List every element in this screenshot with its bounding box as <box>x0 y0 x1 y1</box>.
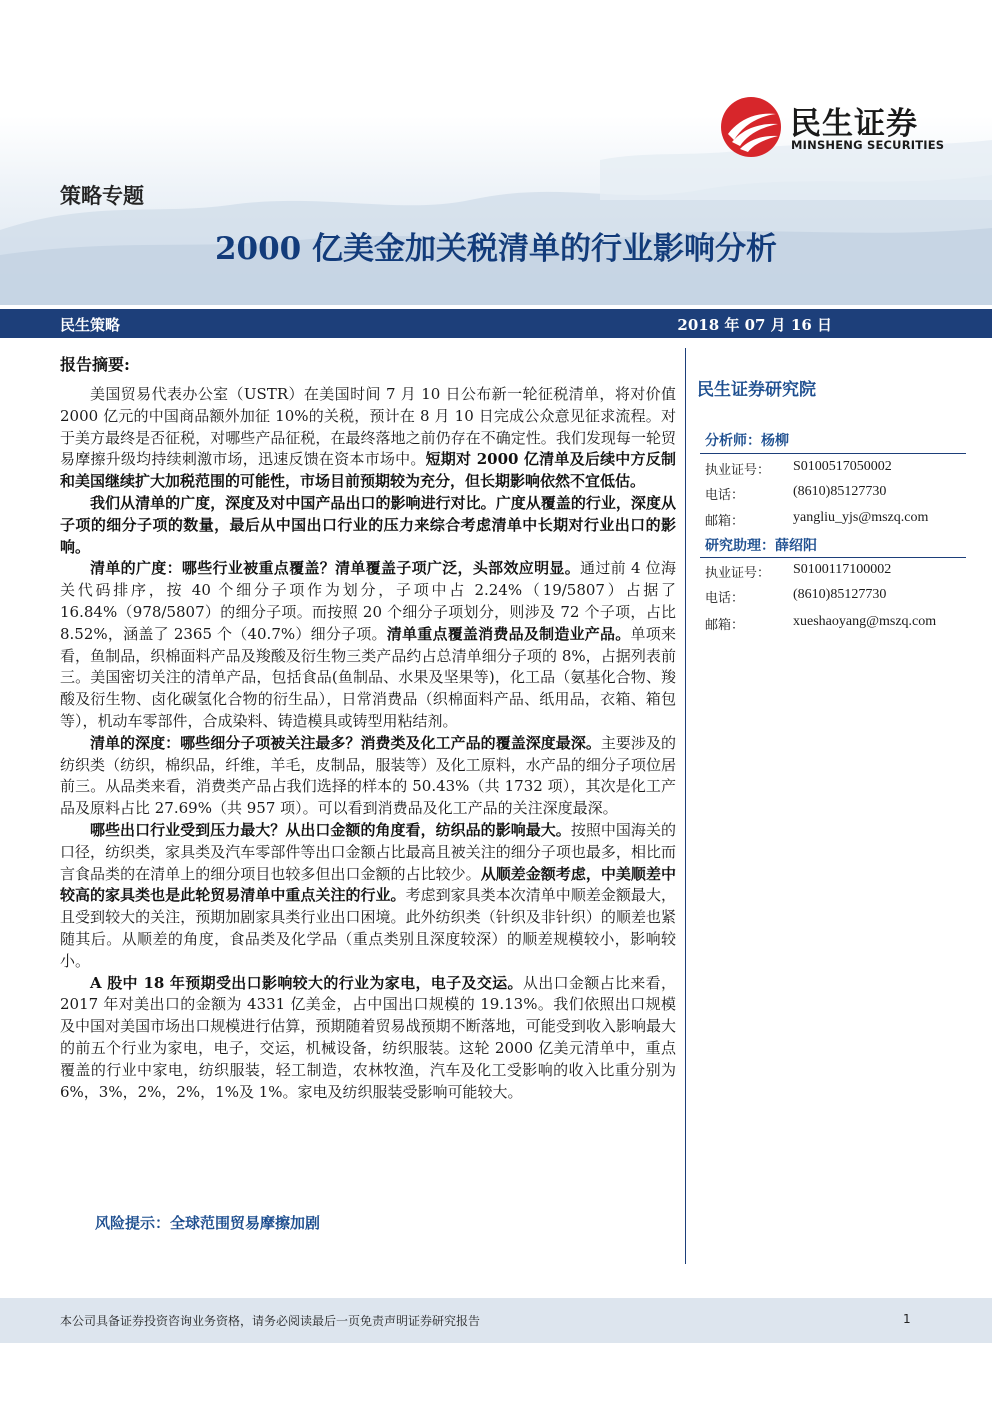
paragraph-bold-text: 清单的广度：哪些行业被重点覆盖？清单覆盖子项广泛，头部效应明显。 <box>90 559 581 578</box>
company-logo <box>720 96 950 160</box>
info-label: 邮箱： <box>705 618 745 633</box>
paragraph-bold-text: 清单的深度：哪些细分子项被关注最多？消费类及化工产品的覆盖深度最深。 <box>90 733 601 752</box>
summary-paragraph <box>60 733 676 820</box>
assistant-separator <box>700 557 966 558</box>
info-label: 执业证号： <box>705 463 771 478</box>
summary-body <box>60 384 676 1103</box>
summary-paragraph <box>60 973 676 1104</box>
paragraph-bold-text: 短期对 2000 亿清单及后续中方反制和美国继续扩大加税范围的可能性，市场目前预期较为充分，但长期影响依然不宜低估。 <box>60 450 676 491</box>
summary-paragraph <box>60 820 676 973</box>
logo-mark-icon <box>720 96 782 158</box>
info-label: 邮箱： <box>705 514 745 529</box>
institute-name: 民生证券研究院 <box>697 380 816 400</box>
paragraph-bold-text: 哪些出口行业受到压力最大？从出口金额的角度看，纺织品的影响最大。 <box>90 820 571 839</box>
info-label: 执业证号： <box>705 566 771 581</box>
paragraph-text: 主要涉及的纺织类（纺织，棉织品，纤维，羊毛，皮制品，服装等）及化工原料，水产品的细分子项位居前三。从品类来看，消费类产品占我们选择的样本的 50.43%（共 1732 项），其次是化工产品及原料占比 27.69%（共 957 项）。可以看到消费品及化工产品的关注深度最深。 <box>60 733 676 818</box>
paragraph-text: 美国贸易代表办公室（USTR）在美国时间 7 月 10 日公布新一轮征税清单，将对价值 2000 亿元的中国商品额外加征 10%的关税，预计在 8 月 10 日完成公众意见征求流程。对于美方最终是否征税，对哪些产品征税，在最终落地之前仍存在不确定性。我们发现每一轮贸易摩擦升级均持续刺激市场，迅速反馈在资本市场中。 <box>60 385 676 469</box>
info-value: (8610)85127730 <box>793 587 887 602</box>
info-label: 电话： <box>705 488 745 503</box>
paragraph-text: 通过前 4 位海关代码排序，按 40 个细分子项作为划分，子项中占 2.24%（19/5807）占据了 16.84%（978/5807）的细分子项。而按照 20 个细分子项划分，则涉及 72 个子项，占比 8.52%，涵盖了 2365 个（40.7%）细分子项。 <box>60 559 676 643</box>
summary-paragraph <box>60 384 676 493</box>
summary-heading: 报告摘要: <box>60 355 130 374</box>
paragraph-text: 单项来看，鱼制品，织棉面料产品及羧酸及衍生物三类产品约占总清单细分子项的 8%，占据列表前三。美国密切关注的清单产品，包括食品(鱼制品、水果及坚果等)，化工品（氨基化合物、羧酸及衍生物、卤化碳氢化合物的衍生品），日常消费品（织棉面料产品、纸用品，衣箱、箱包等），机动车零部件，合成染料、铸造模具或铸型用粘结剂。 <box>60 624 676 730</box>
paragraph-bold-text: 从顺差金额考虑，中美顺差中较高的家具类也是此轮贸易清单中重点关注的行业。 <box>60 864 676 905</box>
analyst-separator <box>700 453 966 454</box>
assistant-email-link[interactable]: xueshaoyang@mszq.com <box>793 614 937 629</box>
logo-chinese-text: 民生证券 <box>790 106 918 142</box>
summary-paragraph <box>60 558 676 732</box>
report-category: 策略专题 <box>60 183 144 208</box>
info-label: 电话： <box>705 591 745 606</box>
info-value: S0100517050002 <box>793 459 892 474</box>
logo-english-text: MINSHENG SECURITIES <box>791 138 945 152</box>
footer-disclaimer: 本公司具备证券投资咨询业务资格，请务必阅读最后一页免责声明证券研究报告 <box>60 1314 481 1328</box>
risk-warning: 风险提示：全球范围贸易摩擦加剧 <box>95 1214 321 1232</box>
paragraph-text: 按照中国海关的口径，纺织类，家具类及汽车零部件等出口金额占比最高且被关注的细分子项也最多，相比而言食品类的在清单上的细分项目也较多但出口金额的占比较少。 <box>60 820 676 883</box>
info-value: S0100117100002 <box>793 562 892 577</box>
column-divider <box>685 348 686 1264</box>
page-number: 1 <box>903 1312 911 1326</box>
report-date: 2018 年 07 月 16 日 <box>677 316 832 334</box>
paragraph-text: 考虑到家具类本次清单中顺差金额最大，且受到较大的关注，预期加剧家具类行业出口困境。此外纺织类（针织及非针织）的顺差也紧随其后。从顺差的角度，食品类及化学品（重点类别且深度较深）的顺差规模较小，影响较小。 <box>60 886 676 970</box>
assistant-title: 研究助理：薛绍阳 <box>705 538 817 554</box>
paragraph-bold-text: 我们从清单的广度，深度及对中国产品出口的影响进行对比。广度从覆盖的行业，深度从子项的细分子项的数量，最后从中国出口行业的压力来综合考虑清单中长期对行业出口的影响。 <box>60 493 676 556</box>
summary-paragraph <box>60 493 676 558</box>
analyst-email-link[interactable]: yangliu_yjs@mszq.com <box>793 510 929 525</box>
series-label: 民生策略 <box>60 316 121 334</box>
paragraph-text: 从出口金额占比来看，2017 年对美出口的金额为 4331 亿美金，占中国出口规模的 19.13%。我们依照出口规模及中国对美国市场出口规模进行估算，预期随着贸易战预期不断落地，可能受到收入影响最大的前五个行业为家电，电子，交运，机械设备，纺织服装。这轮 2000 亿美元清单中，重点覆盖的行业中家电，纺织服装，轻工制造，农林牧渔，汽车及化工受影响的收入比重分别为 6%，3%，2%，2%，1%及 1%。家电及纺织服装受影响可能较大。 <box>60 973 676 1101</box>
paragraph-bold-text: 清单重点覆盖消费品及制造业产品。 <box>386 624 631 643</box>
report-title: 2000 亿美金加关税清单的行业影响分析 <box>214 231 778 267</box>
header-band <box>0 309 992 338</box>
analyst-title: 分析师：杨柳 <box>705 433 789 449</box>
paragraph-bold-text: A 股中 18 年预期受出口影响较大的行业为家电，电子及交运。 <box>90 973 523 992</box>
info-value: (8610)85127730 <box>793 484 887 499</box>
